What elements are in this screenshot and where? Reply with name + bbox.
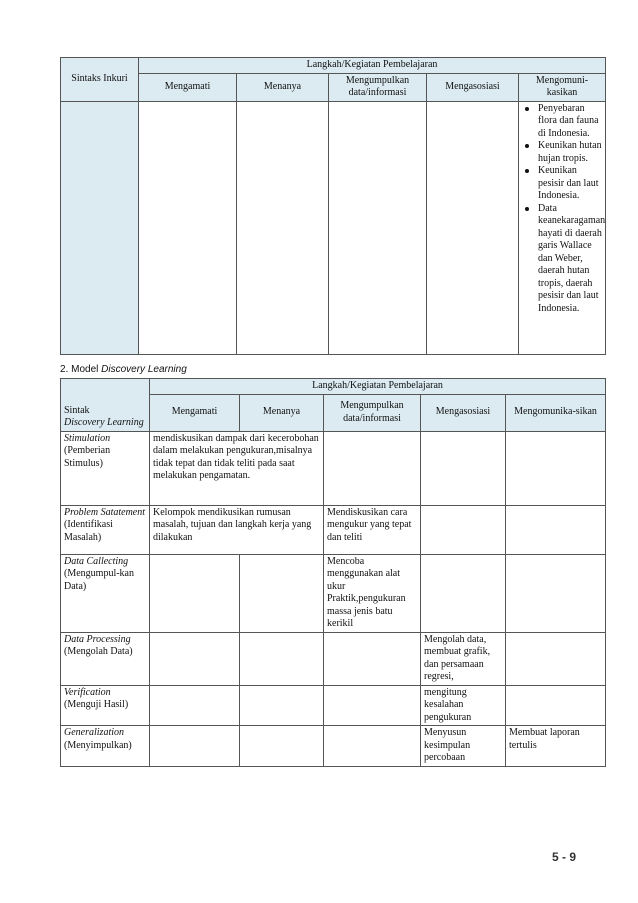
bullet-icon — [525, 207, 529, 211]
col-mengamati: Mengamati — [150, 394, 240, 431]
col-mengomunikasikan: Mengomunika-sikan — [506, 394, 606, 431]
empty-cell — [139, 101, 237, 354]
col-menanya: Menanya — [240, 394, 324, 431]
mengamati-menanya-cell: mendiskusikan dampak dari kecerobohan dalam melakukan pengukuran,misalnya tidak tepat dan tidak teliti pada saat melakukan pengamatan. — [150, 431, 324, 505]
sintaks-header — [61, 58, 139, 102]
table-row — [61, 431, 606, 505]
mengumpulkan-cell — [324, 431, 421, 505]
table-row — [61, 505, 606, 554]
mengumpulkan-cell — [324, 685, 421, 726]
sintak-header: Sintak Discovery Learning — [61, 379, 150, 432]
section-label: Model — [71, 364, 99, 375]
mengasosiasi-cell: mengitung kesalahan pengukuran — [421, 685, 506, 726]
col-mengumpulkan: Mengumpulkan data/informasi — [329, 73, 427, 101]
mengomunikasikan-cell — [506, 505, 606, 554]
list-item: Keunikan hutan hujan tropis. — [522, 140, 602, 165]
mengomunikasikan-cell — [506, 554, 606, 632]
mengamati-cell — [150, 554, 240, 632]
discovery-learning-table — [60, 378, 606, 767]
inkuri-table — [60, 57, 606, 355]
list-item: Data keanekaragaman hayati di daerah garis Wallace dan Weber, daerah hutan tropis, daerah pesisir dan laut Indonesia. — [522, 203, 602, 316]
mengamati-cell — [150, 632, 240, 685]
list-item: Penyebaran flora dan fauna di Indonesia. — [522, 103, 602, 141]
menanya-cell — [240, 685, 324, 726]
table-row — [61, 632, 606, 685]
mengamati-menanya-cell: Kelompok mendikusikan rumusan masalah, tujuan dan langkah kerja yang dilakukan — [150, 505, 324, 554]
bullet-icon — [525, 144, 529, 148]
sintaks-header-text: Sintaks Inkuri — [71, 73, 128, 84]
sintak-cell: Generalization (Menyimpulkan) — [61, 726, 150, 767]
col-mengomunikasikan: Mengomuni-kasikan — [519, 73, 606, 101]
langkah-header: Langkah/Kegiatan Pembelajaran — [150, 379, 606, 395]
menanya-cell — [240, 726, 324, 767]
col-mengasosiasi: Mengasosiasi — [421, 394, 506, 431]
mengomunikasikan-cell: Membuat laporan tertulis — [506, 726, 606, 767]
col-mengasosiasi: Mengasosiasi — [427, 73, 519, 101]
mengasosiasi-cell — [421, 431, 506, 505]
section-number: 2. — [60, 364, 69, 375]
mengasosiasi-cell — [421, 554, 506, 632]
col-mengamati: Mengamati — [139, 73, 237, 101]
empty-cell — [237, 101, 329, 354]
col-menanya: Menanya — [237, 73, 329, 101]
table-row — [61, 554, 606, 632]
section-heading — [60, 364, 187, 375]
mengomunikasikan-cell — [519, 101, 606, 354]
mengumpulkan-cell: Mendiskusikan cara mengukur yang tepat dan teliti — [324, 505, 421, 554]
sintak-cell: Problem Satatement (Identifikasi Masalah) — [61, 505, 150, 554]
mengomunikasikan-cell — [506, 632, 606, 685]
list-item: Keunikan pesisir dan laut Indonesia. — [522, 165, 602, 203]
mengumpulkan-cell — [324, 726, 421, 767]
bullet-icon — [525, 169, 529, 173]
page-number: 5 - 9 — [552, 850, 577, 864]
sintak-cell: Stimulation (Pemberian Stimulus) — [61, 431, 150, 505]
mengumpulkan-cell: Mencoba menggunakan alat ukur Praktik,pengukuran massa jenis batu kerikil — [324, 554, 421, 632]
table-row — [61, 726, 606, 767]
col-mengumpulkan: Mengumpulkan data/informasi — [324, 394, 421, 431]
empty-cell — [427, 101, 519, 354]
sintaks-cell — [61, 101, 139, 354]
mengamati-cell — [150, 685, 240, 726]
section-title: Discovery Learning — [101, 364, 187, 375]
menanya-cell — [240, 554, 324, 632]
menanya-cell — [240, 632, 324, 685]
topic-list — [522, 102, 606, 316]
langkah-header: Langkah/Kegiatan Pembelajaran — [139, 58, 606, 74]
mengamati-cell — [150, 726, 240, 767]
mengasosiasi-cell: Menyusun kesimpulan percobaan — [421, 726, 506, 767]
mengumpulkan-cell — [324, 632, 421, 685]
mengomunikasikan-cell — [506, 431, 606, 505]
empty-cell — [329, 101, 427, 354]
mengomunikasikan-cell — [506, 685, 606, 726]
mengasosiasi-cell: Mengolah data, membuat grafik, dan persamaan regresi, — [421, 632, 506, 685]
sintak-cell: Verification (Menguji Hasil) — [61, 685, 150, 726]
sintak-cell: Data Callecting (Mengumpul-kan Data) — [61, 554, 150, 632]
sintak-cell: Data Processing (Mengolah Data) — [61, 632, 150, 685]
bullet-icon — [525, 107, 529, 111]
mengasosiasi-cell — [421, 505, 506, 554]
table-row — [61, 685, 606, 726]
